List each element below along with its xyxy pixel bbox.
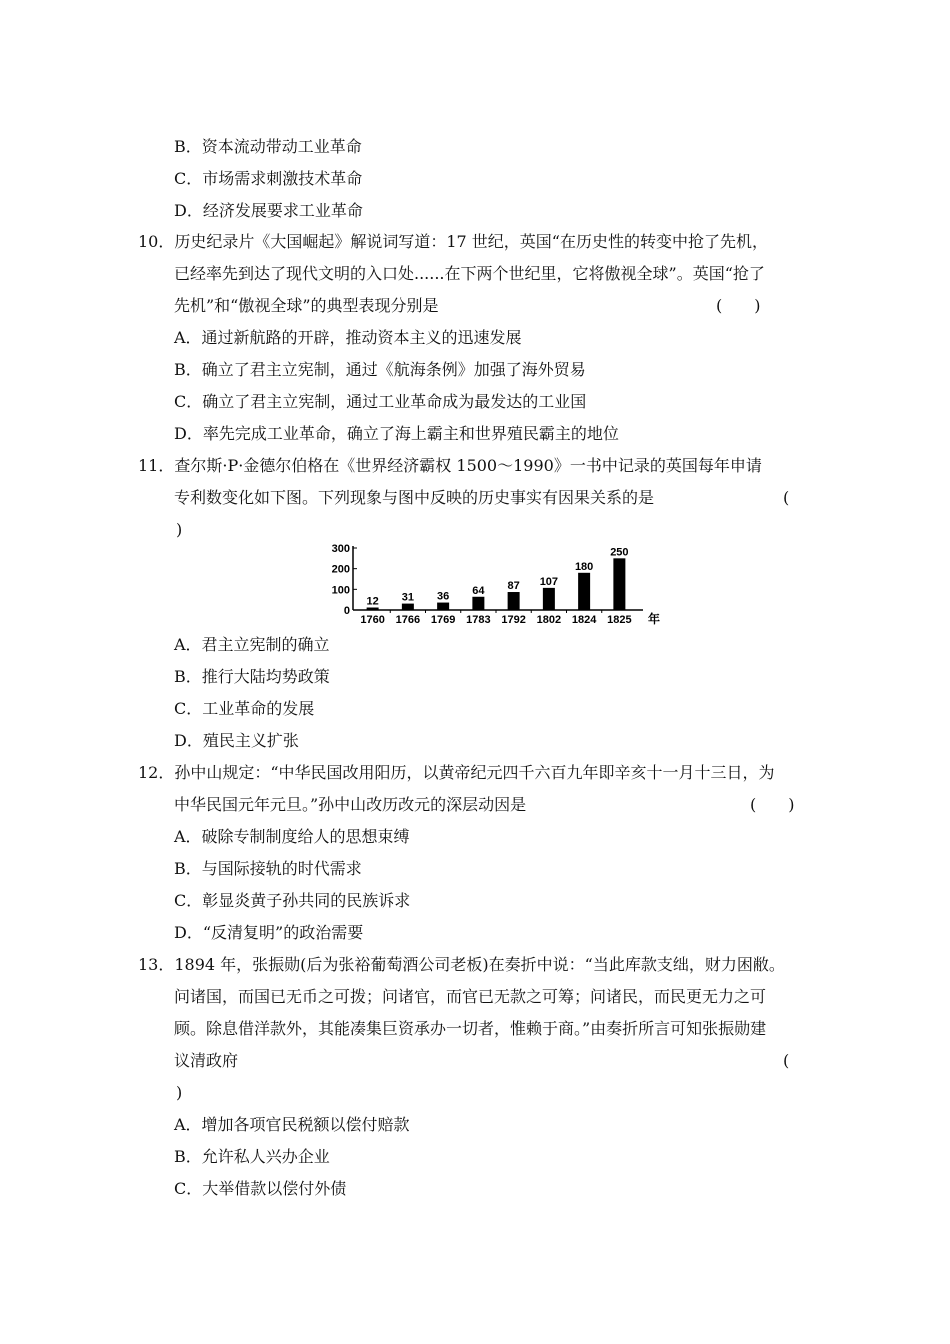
y-tick-label-0: 0	[343, 605, 350, 617]
q9-option-d[interactable]: D．经济发展要求工业革命	[174, 201, 363, 220]
q12-stem-line-2: 中华民国元年元旦。”孙中山改历改元的深层动因是	[174, 795, 527, 814]
q12-option-d[interactable]: D．“反清复明”的政治需要	[174, 923, 364, 942]
q13-stem-line-2: 问诸国，而国已无币之可拨；问诸官，而官已无款之可筹；问诸民，而民更无力之可	[174, 987, 767, 1006]
bar-1792	[508, 592, 520, 610]
data-label-1760: 12	[366, 595, 379, 608]
x-tick-label-1824: 1824	[571, 614, 597, 626]
q10-answer-parens[interactable]: ( )	[716, 296, 761, 315]
y-tick-label-200: 200	[331, 563, 350, 576]
x-tick-label-1769: 1769	[430, 614, 456, 626]
q13-option-a[interactable]: A．增加各项官民税额以偿付赔款	[174, 1115, 410, 1134]
q10-stem-line-1: 10．历史纪录片《大国崛起》解说词写道：17 世纪，英国“在历史性的转变中抢了先机，	[138, 232, 768, 251]
data-label-1802: 107	[539, 575, 559, 588]
x-unit-label: 年	[648, 612, 660, 626]
patent-bar-chart	[325, 538, 660, 628]
q10-stem-line-3: 先机”和“傲视全球”的典型表现分别是	[174, 296, 439, 315]
q11-paren-open[interactable]: (	[783, 488, 790, 507]
data-label-1783: 64	[472, 584, 485, 597]
bar-1783	[472, 597, 484, 610]
q9-option-b[interactable]: B．资本流动带动工业革命	[174, 137, 362, 156]
q13-paren-open[interactable]: (	[783, 1051, 790, 1070]
bar-1825	[613, 558, 625, 610]
x-tick-label-1760: 1760	[360, 614, 385, 626]
q11-stem-line-2: 专利数变化如下图。下列现象与图中反映的历史事实有因果关系的是	[174, 488, 655, 507]
q11-option-a[interactable]: A．君主立宪制的确立	[174, 635, 330, 654]
y-tick-label-100: 100	[331, 584, 350, 597]
q12-option-b[interactable]: B．与国际接轨的时代需求	[174, 859, 362, 878]
bar-1824	[578, 573, 590, 610]
x-tick-label-1825: 1825	[607, 614, 632, 626]
q11-paren-close[interactable]: )	[176, 520, 183, 539]
bar-1769	[437, 603, 449, 610]
bar-1760	[367, 608, 379, 610]
bar-1802	[543, 588, 555, 610]
q12-option-a[interactable]: A．破除专制制度给人的思想束缚	[174, 827, 410, 846]
q13-option-c[interactable]: C．大举借款以偿付外债	[174, 1179, 347, 1198]
q13-stem-line-1: 13．1894 年，张振勋(后为张裕葡萄酒公司老板)在奏折中说：“当此库款支绌，财力困敝。	[138, 955, 785, 974]
q12-answer-parens[interactable]: ( )	[750, 795, 795, 814]
q11-option-b[interactable]: B．推行大陆均势政策	[174, 667, 330, 686]
bar-1766	[402, 604, 414, 610]
q10-option-b[interactable]: B．确立了君主立宪制，通过《航海条例》加强了海外贸易	[174, 360, 586, 379]
q13-paren-close[interactable]: )	[176, 1083, 183, 1102]
q13-stem-line-3: 顾。除息借洋款外，其能凑集巨资承办一切者，惟赖于商。”由奏折所言可知张振勋建	[174, 1019, 767, 1038]
x-tick-label-1783: 1783	[466, 614, 491, 626]
x-tick-label-1766: 1766	[395, 614, 421, 626]
x-tick-label-1792: 1792	[501, 614, 526, 626]
q13-stem-line-4: 议清政府	[174, 1051, 239, 1070]
q9-option-c[interactable]: C．市场需求刺激技术革命	[174, 169, 363, 188]
data-label-1769: 36	[437, 590, 450, 603]
q12-option-c[interactable]: C．彰显炎黄子孙共同的民族诉求	[174, 891, 411, 910]
q10-option-d[interactable]: D．率先完成工业革命，确立了海上霸主和世界殖民霸主的地位	[174, 424, 619, 443]
data-label-1792: 87	[507, 580, 520, 593]
x-tick-label-1802: 1802	[536, 614, 562, 626]
q10-stem-line-2: 已经率先到达了现代文明的入口处......在下两个世纪里，它将傲视全球”。英国“抢了	[174, 264, 765, 283]
q12-stem-line-1: 12．孙中山规定：“中华民国改用阳历，以黄帝纪元四千六百九年即辛亥十一月十三日，为	[138, 763, 775, 782]
data-label-1766: 31	[401, 591, 414, 604]
q11-option-c[interactable]: C．工业革命的发展	[174, 699, 315, 718]
q11-stem-line-1: 11．查尔斯·P·金德尔伯格在《世界经济霸权 1500～1990》一书中记录的英国每年申请	[138, 456, 762, 475]
data-label-1824: 180	[574, 560, 594, 573]
q10-option-a[interactable]: A．通过新航路的开辟，推动资本主义的迅速发展	[174, 328, 522, 347]
q13-option-b[interactable]: B．允许私人兴办企业	[174, 1147, 330, 1166]
q10-option-c[interactable]: C．确立了君主立宪制，通过工业革命成为最发达的工业国	[174, 392, 587, 411]
y-tick-label-300: 300	[331, 543, 350, 555]
data-label-1825: 250	[610, 546, 629, 559]
q11-option-d[interactable]: D．殖民主义扩张	[174, 731, 299, 750]
